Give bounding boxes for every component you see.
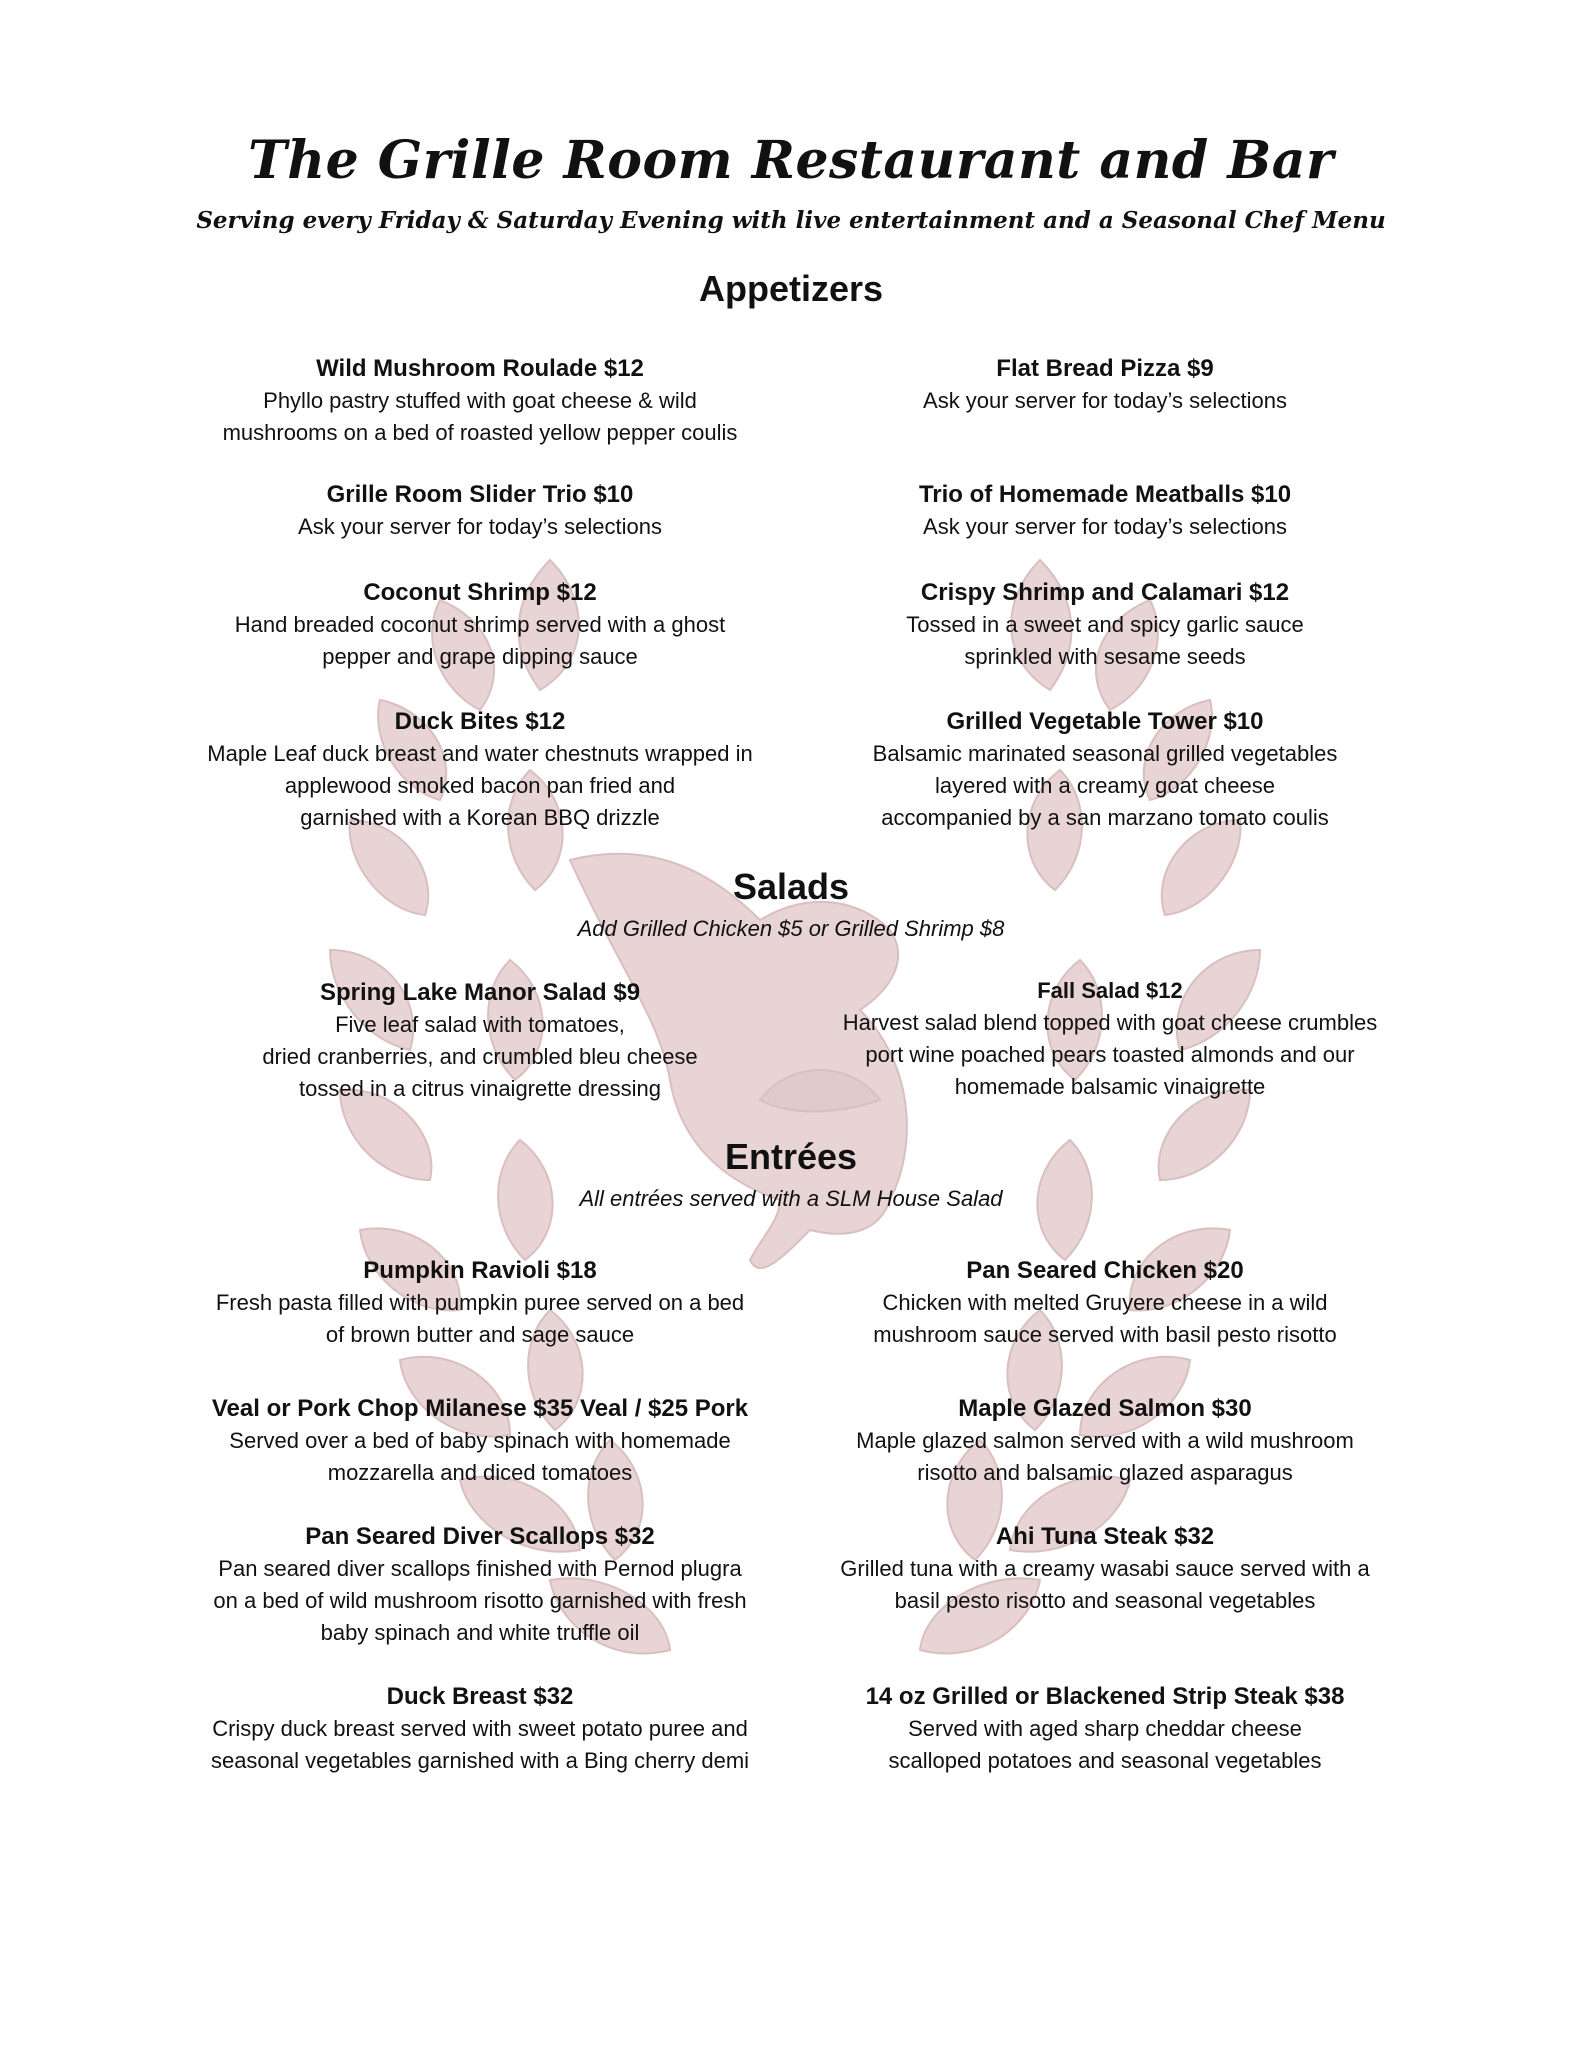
menu-item	[170, 1680, 790, 1777]
item-description: Hand breaded coconut shrimp served with a ghost pepper and grape dipping sauce	[234, 612, 726, 669]
menu-item	[170, 576, 790, 673]
item-description: Maple Leaf duck breast and water chestnuts wrapped in applewood smoked bacon pan fried and garnished with a Korean BBQ drizzle	[207, 741, 753, 830]
item-description: Crispy duck breast served with sweet potato puree and seasonal vegetables garnished with a Bing cherry demi	[210, 1716, 750, 1773]
salads-heading: Salads	[732, 866, 850, 907]
menu-item	[170, 1520, 790, 1649]
menu-item	[795, 576, 1415, 673]
menu-item	[170, 352, 790, 449]
item-name: Flat Bread Pizza $9	[996, 355, 1214, 382]
menu-item	[795, 705, 1415, 834]
menu-item	[170, 1392, 790, 1489]
menu-item	[795, 1680, 1415, 1777]
item-name: Trio of Homemade Meatballs $10	[918, 481, 1292, 508]
menu-item	[795, 478, 1415, 543]
entrees-heading: Entrées	[724, 1136, 858, 1177]
item-name: Coconut Shrimp $12	[363, 579, 597, 606]
menu-item	[800, 974, 1420, 1103]
item-description: Maple glazed salmon served with a wild mushroom risotto and balsamic glazed asparagus	[856, 1428, 1354, 1485]
menu-item	[170, 478, 790, 543]
item-description: Five leaf salad with tomatoes, dried cranberries, and crumbled bleu cheese tossed in a citrus vinaigrette dressing	[262, 1012, 698, 1101]
entrees-note: All entrées served with a SLM House Salad	[579, 1186, 1003, 1211]
menu-item	[170, 976, 790, 1105]
appetizers-heading: Appetizers	[698, 268, 884, 309]
item-description: Fresh pasta filled with pumpkin puree served on a bed of brown butter and sage sauce	[215, 1290, 745, 1347]
item-description: Served over a bed of baby spinach with homemade mozzarella and diced tomatoes	[229, 1428, 731, 1485]
item-description: Ask your server for today’s selections	[923, 388, 1287, 413]
menu-item	[795, 352, 1415, 417]
item-description: Chicken with melted Gruyere cheese in a wild mushroom sauce served with basil pesto risotto	[873, 1290, 1337, 1347]
item-description: Phyllo pastry stuffed with goat cheese & wild mushrooms on a bed of roasted yellow pepper coulis	[222, 388, 738, 445]
item-name: Duck Breast $32	[386, 1683, 574, 1710]
item-name: Maple Glazed Salmon $30	[958, 1395, 1252, 1422]
restaurant-subtitle: Serving every Friday & Saturday Evening with live entertainment and a Seasonal Chef Menu	[196, 207, 1386, 234]
item-name: Pan Seared Diver Scallops $32	[305, 1523, 655, 1550]
item-name: 14 oz Grilled or Blackened Strip Steak $38	[865, 1683, 1345, 1710]
item-description: Pan seared diver scallops finished with Pernod plugra on a bed of wild mushroom risotto garnished with fresh baby spinach and white truffle oil	[213, 1556, 747, 1645]
item-name: Grille Room Slider Trio $10	[326, 481, 634, 508]
item-description: Balsamic marinated seasonal grilled vegetables layered with a creamy goat cheese accompanied by a san marzano tomato coulis	[872, 741, 1338, 830]
menu-item	[795, 1254, 1415, 1351]
restaurant-title: The Grille Room Restaurant and Bar	[248, 130, 1334, 191]
item-description: Tossed in a sweet and spicy garlic sauce sprinkled with sesame seeds	[906, 612, 1304, 669]
menu-item	[795, 1520, 1415, 1617]
item-name: Crispy Shrimp and Calamari $12	[920, 579, 1290, 606]
menu-item	[170, 1254, 790, 1351]
item-name: Ahi Tuna Steak $32	[995, 1523, 1215, 1550]
item-name: Veal or Pork Chop Milanese $35 Veal / $25 Pork	[211, 1395, 749, 1422]
item-name: Grilled Vegetable Tower $10	[946, 708, 1264, 735]
menu-item	[170, 705, 790, 834]
item-name: Spring Lake Manor Salad $9	[319, 979, 641, 1006]
item-description: Ask your server for today’s selections	[923, 514, 1287, 539]
item-name: Fall Salad $12	[1037, 978, 1183, 1003]
salads-note: Add Grilled Chicken $5 or Grilled Shrimp $8	[577, 916, 1005, 941]
item-name: Duck Bites $12	[394, 708, 566, 735]
item-description: Harvest salad blend topped with goat cheese crumbles port wine poached pears toasted almonds and our homemade balsamic vinaigrette	[842, 1010, 1378, 1099]
menu-item	[795, 1392, 1415, 1489]
item-description: Ask your server for today’s selections	[298, 514, 662, 539]
item-description: Served with aged sharp cheddar cheese scalloped potatoes and seasonal vegetables	[888, 1716, 1322, 1773]
item-name: Wild Mushroom Roulade $12	[316, 355, 644, 382]
item-name: Pan Seared Chicken $20	[966, 1257, 1244, 1284]
item-name: Pumpkin Ravioli $18	[363, 1257, 597, 1284]
item-description: Grilled tuna with a creamy wasabi sauce served with a basil pesto risotto and seasonal vegetables	[840, 1556, 1370, 1613]
